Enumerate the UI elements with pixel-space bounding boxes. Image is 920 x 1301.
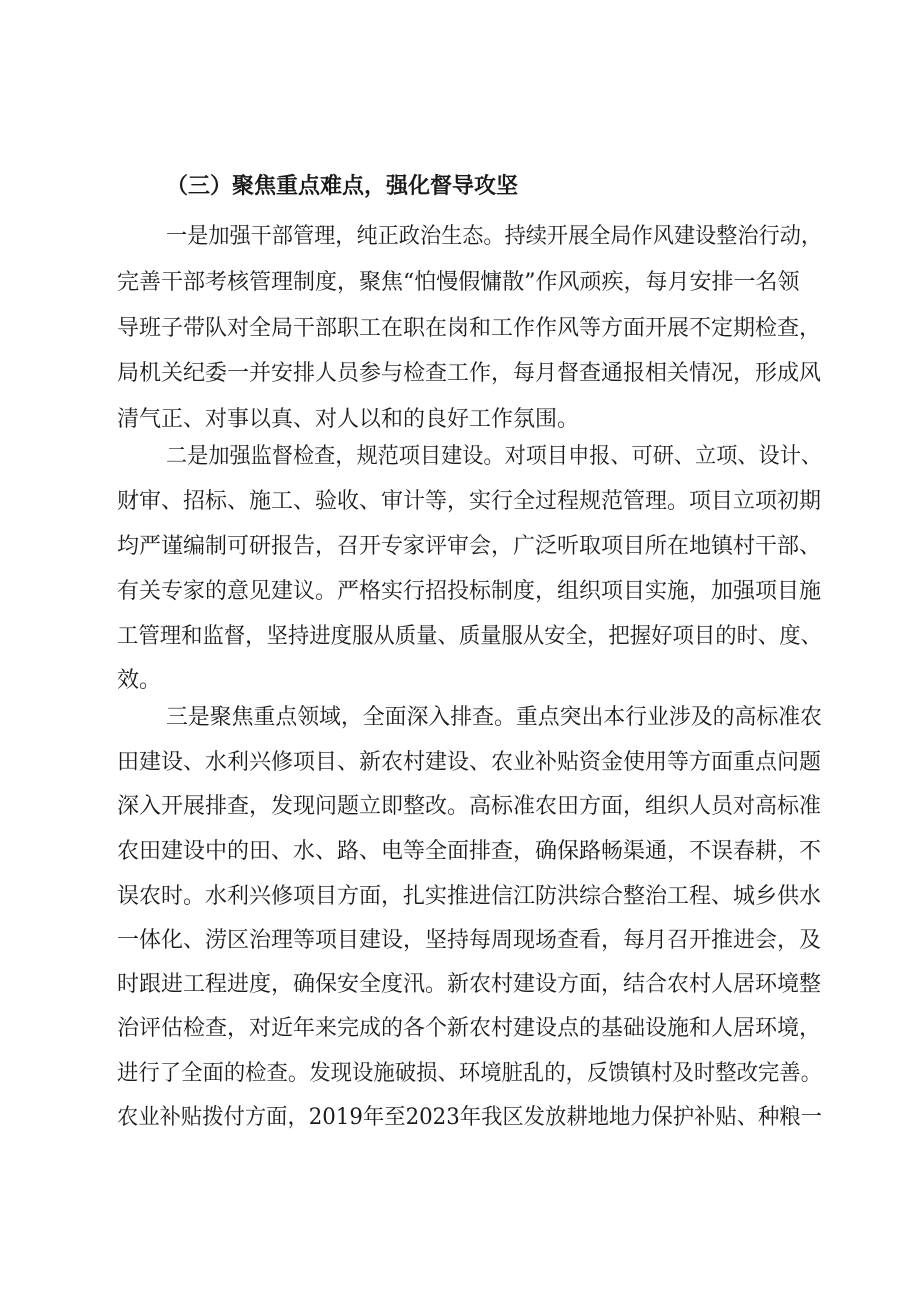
paragraph-line: 农业补贴拨付方面，2019年至2023年我区发放耕地地力保护补贴、种粮一 (117, 1105, 822, 1130)
paragraph-line: 导班子带队对全局干部职工在职在岗和工作作风等方面开展不定期检查， (117, 316, 822, 341)
paragraph-line: 进行了全面的检查。发现设施破损、环境脏乱的，反馈镇村及时整改完善。 (117, 1061, 823, 1086)
paragraph-line: 财审、招标、施工、验收、审计等，实行全过程规范管理。项目立项初期 (117, 489, 822, 514)
paragraph-line: 三是聚焦重点领域，全面深入排查。重点突出本行业涉及的高标准农 (166, 705, 822, 730)
paragraph-line: 完善干部考核管理制度，聚焦“怕慢假慵散”作风顽疾，每月安排一名领 (117, 270, 800, 295)
paragraph-line: 清气正、对事以真、对人以和的良好工作氛围。 (117, 407, 580, 432)
section-heading: （三）聚焦重点难点，强化督导攻坚 (166, 174, 519, 199)
paragraph-line: 有关专家的意见建议。严格实行招投标制度，组织项目实施，加强项目施 (117, 579, 822, 604)
paragraph-line: 局机关纪委一并安排人员参与检查工作，每月督查通报相关情况，形成风 (117, 361, 822, 386)
paragraph-line: 一体化、涝区治理等项目建设，坚持每周现场查看，每月召开推进会，及 (117, 928, 822, 953)
paragraph-line: 田建设、水利兴修项目、新农村建设、农业补贴资金使用等方面重点问题 (117, 750, 822, 775)
paragraph-line: 工管理和监督，坚持进度服从质量、质量服从安全，把握好项目的时、度、 (117, 624, 823, 649)
paragraph-line: 效。 (117, 668, 162, 693)
paragraph-line: 误农时。水利兴修项目方面，扎实推进信江防洪综合整治工程、城乡供水 (117, 884, 822, 909)
paragraph-line: 一是加强干部管理，纯正政治生态。持续开展全局作风建设整治行动， (166, 224, 823, 249)
paragraph-line: 深入开展排查，发现问题立即整改。高标准农田方面，组织人员对高标准 (117, 794, 822, 819)
paragraph-line: 治评估检查，对近年来完成的各个新农村建设点的基础设施和人居环境， (117, 1016, 822, 1041)
paragraph-line: 时跟进工程进度，确保安全度汛。新农村建设方面，结合农村人居环境整 (117, 972, 822, 997)
paragraph-line: 均严谨编制可研报告，召开专家评审会，广泛听取项目所在地镇村干部、 (117, 534, 822, 559)
paragraph-line: 二是加强监督检查，规范项目建设。对项目申报、可研、立项、设计、 (166, 444, 823, 469)
paragraph-line: 农田建设中的田、水、路、电等全面排查，确保路畅渠通，不误春耕，不 (117, 839, 822, 864)
